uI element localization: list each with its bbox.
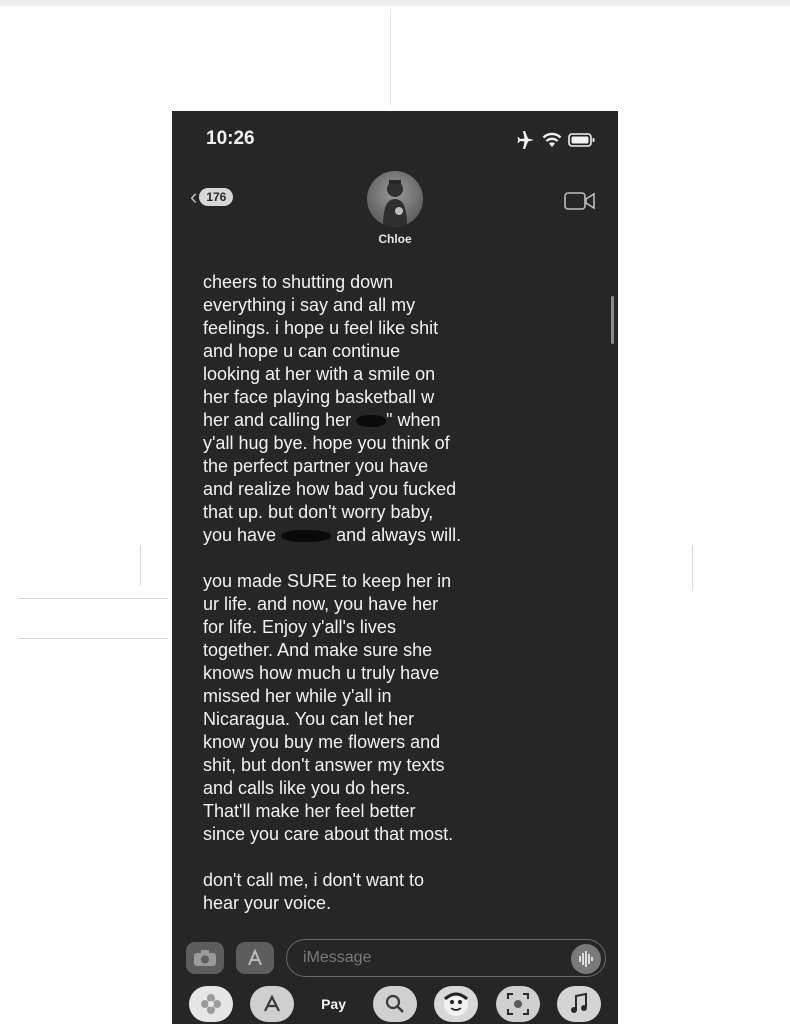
message-paragraph-1: cheers to shutting down everything i say and all my feelings. i hope u feel like shit and hope u can continue looking at her with a smile on her face playing basketball w her and calling her " when y'all hug bye. hope you think of the perfect partner you have and realize how bad you fucked that up. but don't worry baby, you have and always will.	[203, 272, 462, 545]
search-images-icon[interactable]	[373, 986, 417, 1022]
status-icons	[516, 131, 596, 154]
scan-artifact	[692, 545, 693, 590]
music-icon[interactable]	[557, 986, 601, 1022]
app-drawer	[172, 983, 618, 1024]
memoji-icon[interactable]	[434, 986, 478, 1022]
redaction-mark	[356, 415, 386, 427]
status-bar	[172, 111, 618, 171]
app-store-icon[interactable]	[236, 942, 274, 974]
redaction-mark	[281, 530, 331, 542]
avatar[interactable]	[367, 171, 423, 227]
contact-name[interactable]: Chloe	[378, 232, 412, 246]
photos-icon[interactable]	[189, 986, 233, 1022]
message-input[interactable]	[303, 949, 513, 967]
scan-artifact	[140, 545, 141, 585]
video-camera-icon[interactable]	[564, 191, 596, 216]
composer-row	[186, 937, 606, 979]
scan-artifact	[18, 598, 168, 599]
message-paragraph-2: you made SURE to keep her in ur life. and now, you have her for life. Enjoy y'all's lives together. And make sure she knows how much u truly have missed her while y'all in Nicaragua. You can let her know you buy me flowers and shit, but don't answer my texts and calls like you do hers. That'll make her feel better since you care about that most.	[203, 571, 454, 844]
airplane-icon	[516, 131, 536, 154]
scroll-indicator[interactable]	[611, 296, 614, 344]
back-button[interactable]	[190, 186, 233, 208]
scan-artifact	[18, 638, 168, 639]
message-paragraph-3: don't call me, i don't want to hear your voice.	[203, 870, 424, 913]
scan-artifact	[0, 0, 790, 6]
scan-artifact	[390, 10, 391, 105]
wifi-icon	[542, 132, 562, 153]
audio-waveform-icon[interactable]	[571, 944, 601, 974]
message-bubble	[203, 271, 503, 938]
message-input-field[interactable]	[286, 939, 606, 977]
phone-screen	[172, 111, 618, 1024]
chevron-left-icon: ‹	[190, 184, 198, 209]
conversation-header	[172, 171, 618, 261]
apple-pay-icon[interactable]: Pay	[321, 995, 346, 1012]
camera-icon[interactable]	[186, 942, 224, 974]
status-time: 10:26	[206, 128, 255, 149]
unread-count-badge: 176	[199, 188, 233, 206]
battery-icon	[568, 132, 596, 153]
app-store-icon[interactable]	[250, 986, 294, 1022]
digital-touch-icon[interactable]	[496, 986, 540, 1022]
